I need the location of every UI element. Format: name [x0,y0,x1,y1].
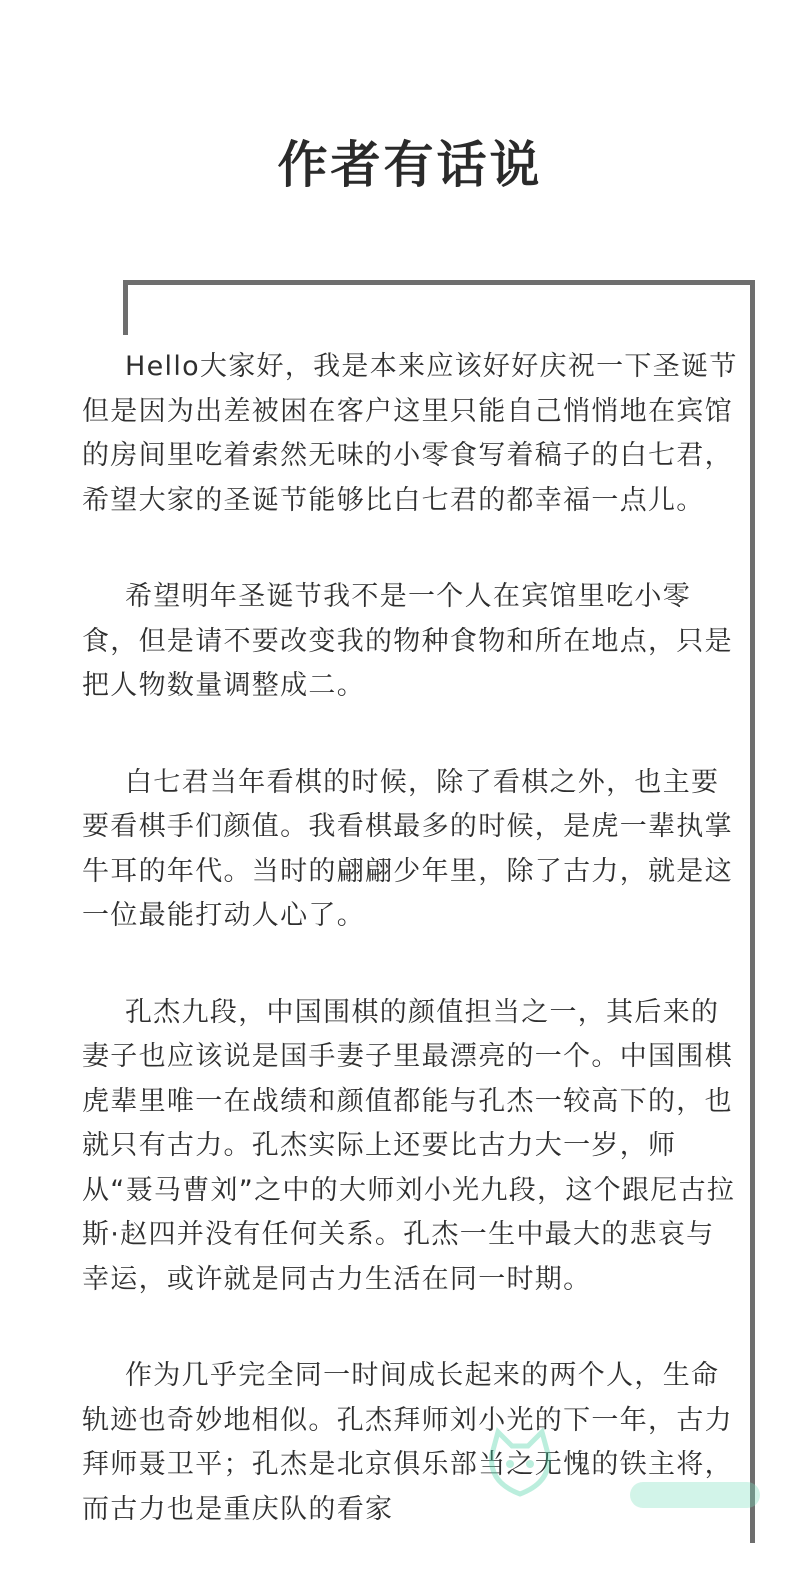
paragraph-2: 希望明年圣诞节我不是一个人在宾馆里吃小零食，但是请不要改变我的物种食物和所在地点，只是把人物数量调整成二。 [82,581,733,701]
article-body [82,345,742,1584]
paragraph-1: Hello大家好，我是本来应该好好庆祝一下圣诞节但是因为出差被困在客户这里只能自己悄悄地在宾馆的房间里吃着索然无味的小零食写着稿子的白七君，希望大家的圣诞节能够比白七君的都幸福一点儿。 [82,351,738,516]
paragraph-5: 作为几乎完全同一时间成长起来的两个人，生命轨迹也奇妙地相似。孔杰拜师刘小光的下一年，古力拜师聂卫平；孔杰是北京俱乐部当之无愧的铁主将，而古力也是重庆队的看家 [82,1360,733,1525]
frame-left-border [123,280,128,335]
frame-right-border [750,280,755,1543]
paragraph-3: 白七君当年看棋的时候，除了看棋之外，也主要要看棋手们颜值。我看棋最多的时候，是虎一辈执掌牛耳的年代。当时的翩翩少年里，除了古力，就是这一位最能打动人心了。 [82,766,733,931]
page-title: 作者有话说 [277,135,543,194]
paragraph-4: 孔杰九段，中国围棋的颜值担当之一，其后来的妻子也应该说是国手妻子里最漂亮的一个。中国围棋虎辈里唯一在战绩和颜值都能与孔杰一较高下的，也就只有古力。孔杰实际上还要比古力大一岁，师从“聂马曹刘”之中的大师刘小光九段，这个跟尼古拉斯·赵四并没有任何关系。孔杰一生中最大的悲哀与幸运，或许就是同古力生活在同一时期。 [82,996,736,1295]
frame-top-border [123,280,755,285]
